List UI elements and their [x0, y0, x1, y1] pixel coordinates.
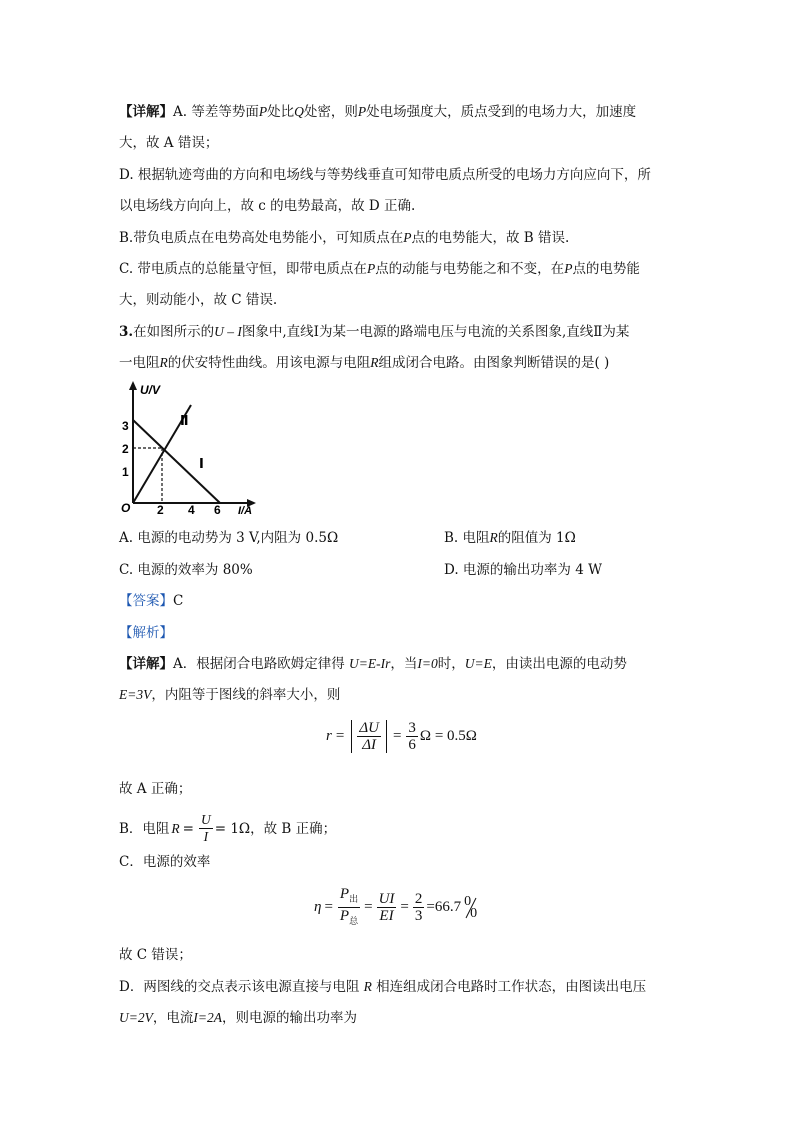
y-tick-1: 1 — [122, 465, 129, 479]
solution-line-3: 故 A 正确； — [119, 781, 192, 797]
solution-line-7: D．两图线的交点表示该电源直接与电阻 R 相连组成闭合电路时工作状态，由图读出电压 — [119, 979, 647, 995]
option-a: A. 电源的电动势为 3 V,内阻为 0.5Ω — [119, 530, 339, 546]
abs-value: $\frac{\Delta U}{\Delta I}$ — [351, 720, 387, 753]
solution-line-2: E=3V，内阻等于图线的斜率大小，则 — [119, 687, 341, 703]
detail-line-2: 大，故 A 错误； — [119, 135, 219, 151]
formula-efficiency: η = $\frac{P_出}{P_总}$ = $\frac{UI}{EI}$ = $\frac{2}{3}$ =66.7 0 0 — [314, 886, 478, 926]
y-axis-label: U/V — [140, 383, 161, 397]
solution-line-4: B．电阻 R = $\frac{U}{I}$ = 1Ω，故 B 正确； — [119, 812, 337, 844]
x-tick-2: 2 — [157, 503, 164, 515]
detail-line-6: C. 带电质点的总能量守恒，即带电质点在P点的动能与电势能之和不变，在P点的电势能 — [119, 261, 640, 277]
solution-line-1: 【详解】A．根据闭合电路欧姆定律得 U=E-Ir，当I=0时，U=E，由读出电源的电动势 — [119, 656, 627, 672]
analysis-label: 【解析】 — [119, 625, 173, 641]
option-c: C. 电源的效率为 80% — [119, 562, 253, 578]
question-number: 3. — [119, 324, 134, 340]
y-axis-arrow — [129, 381, 137, 390]
percent-sign: 0 0 — [464, 893, 478, 921]
answer-value: C — [173, 593, 184, 609]
y-tick-2: 2 — [122, 442, 129, 456]
formula-internal-resistance: r = $\frac{\Delta U}{\Delta I}$ = $\frac{3}{6}$ Ω = 0.5Ω — [326, 720, 477, 753]
detail-line-1: 【详解】A. 等差等势面P处比Q处密，则P处电场强度大，质点受到的电场力大，加速度 — [119, 104, 637, 120]
solution-line-6: 故 C 错误； — [119, 947, 192, 963]
question-3-line-1: 3.在如图所示的U – I图象中,直线Ⅰ为某一电源的路端电压与电流的关系图象,直线Ⅱ为某 — [119, 324, 630, 340]
question-3-line-2: 一电阻R的伏安特性曲线。用该电源与电阻R组成闭合电路。由图象判断错误的是( ) — [119, 355, 610, 371]
detail-line-3: D. 根据轨迹弯曲的方向和电场线与等势线垂直可知带电质点所受的电场力方向应向下，所 — [119, 167, 651, 183]
answer-line — [119, 592, 183, 610]
origin-label: O — [121, 501, 131, 515]
solution-line-8: U=2V，电流I=2A，则电源的输出功率为 — [119, 1010, 357, 1026]
answer-label: 【答案】 — [119, 593, 173, 609]
option-d: D. 电源的输出功率为 4 W — [444, 562, 602, 578]
x-axis-label: I/A — [238, 505, 253, 515]
ui-graph-figure — [116, 380, 262, 515]
detail-line-7: 大，则动能小，故 C 错误. — [119, 292, 278, 308]
solution-line-5: C．电源的效率 — [119, 854, 211, 870]
detail-line-4: 以电场线方向向上，故 c 的电势最高，故 D 正确. — [119, 198, 416, 214]
line-1-source — [133, 420, 220, 503]
detail-line-5: B.带负电质点在电势高处电势能小，可知质点在P点的电势能大，故 B 错误. — [119, 230, 570, 246]
detail-tag: 【详解】 — [119, 104, 173, 120]
solution-tag: 【详解】 — [119, 656, 173, 672]
y-tick-3: 3 — [122, 419, 129, 433]
x-tick-4: 4 — [188, 503, 195, 515]
option-b: B. 电阻R的阻值为 1Ω — [444, 530, 576, 546]
line-2-label: Ⅱ — [180, 413, 189, 428]
x-tick-6: 6 — [214, 503, 221, 515]
line-1-label: Ⅰ — [199, 456, 204, 471]
